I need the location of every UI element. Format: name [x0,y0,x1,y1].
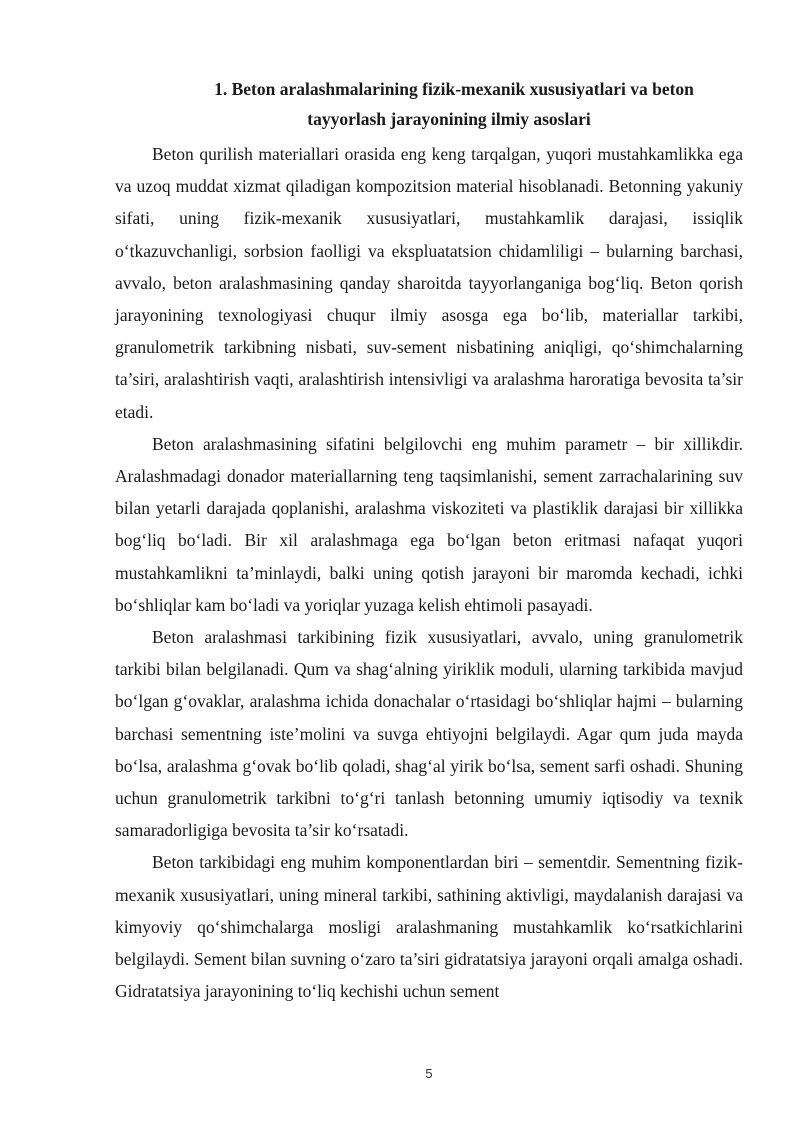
paragraph-1: Beton qurilish materiallari orasida eng keng tarqalgan, yuqori mustahkamlikka ega va uzoq muddat xizmat qiladigan kompozitsion material hisoblanadi. Betonning yakuniy sifati, uning fizik-mexanik xususiyatlari, mustahkamlik darajasi, issiqlik o‘tkazuvchanligi, sorbsion faolligi va ekspluatatsion chidamliligi – bularning barchasi, avvalo, beton aralashmasining qanday sharoitda tayyorlanganiga bog‘liq. Beton qorish jarayonining texnologiyasi chuqur ilmiy asosga ega bo‘lib, materiallar tarkibi, granulometrik tarkibning nisbati, suv-sement nisbatining aniqligi, qo‘shimchalarning ta’siri, aralashtirish vaqti, aralashtirish intensivligi va aralashma haroratiga bevosita ta’sir etadi. [115,144,743,422]
section-heading-line-1: 1. Beton aralashmalarining fizik-mexanik xususiyatlari va beton [214,79,694,99]
paragraph-3: Beton aralashmasi tarkibining fizik xususiyatlari, avvalo, uning granulometrik tarkibi bilan belgilanadi. Qum va shag‘alning yiriklik moduli, ularning tarkibida mavjud bo‘lgan g‘ovaklar, aralashma ichida donachalar o‘rtasidagi bo‘shliqlar hajmi – bularning barchasi sementning iste’molini va suvga ehtiyojni belgilaydi. Agar qum juda mayda bo‘lsa, aralashma g‘ovak bo‘lib qoladi, shag‘al yirik bo‘lsa, sement sarfi oshadi. Shuning uchun granulometrik tarkibni to‘g‘ri tanlash betonning umumiy iqtisodiy va texnik samaradorligiga bevosita ta’sir ko‘rsatadi. [115,627,743,841]
section-heading-line-2: tayyorlash jarayonining ilmiy asoslari [307,109,591,129]
paragraph-2: Beton aralashmasining sifatini belgilovchi eng muhim parametr – bir xillikdir. Aralashmadagi donador materiallarning teng taqsimlanishi, sement zarrachalarining suv bilan yetarli darajada qoplanishi, aralashma viskoziteti va plastiklik darajasi bir xillikka bog‘liq bo‘ladi. Bir xil aralashmaga ega bo‘lgan beton eritmasi nafaqat yuqori mustahkamlikni ta’minlaydi, balki uning qotish jarayoni bir maromda kechadi, ichki bo‘shliqlar kam bo‘ladi va yoriqlar yuzaga kelish ehtimoli pasayadi. [115,433,743,615]
section-heading [115,74,743,134]
page-number: 5 [425,1066,433,1081]
paragraph-4: Beton tarkibidagi eng muhim komponentlardan biri – sementdir. Sementning fizik-mexanik xususiyatlari, uning mineral tarkibi, sathining aktivligi, maydalanish darajasi va kimyoviy qo‘shimchalarga mosligi aralashmaning mustahkamlik ko‘rsatkichlarini belgilaydi. Sement bilan suvning o‘zaro ta’siri gidratatsiya jarayoni orqali amalga oshadi. Gidratatsiya jarayonining to‘liq kechishi uchun sement [115,852,743,1002]
body-text [115,138,743,1007]
